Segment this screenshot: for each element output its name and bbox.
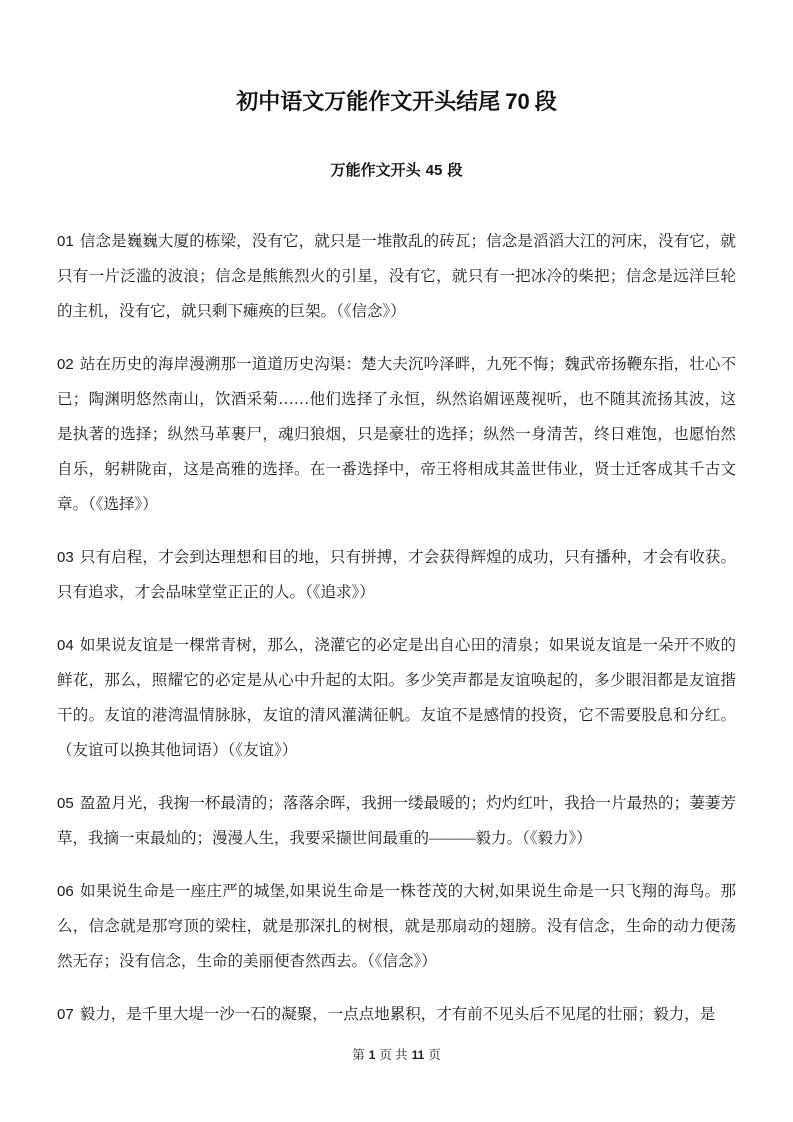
footer-label-middle: 页 共 bbox=[379, 1048, 408, 1062]
paragraph-03 bbox=[57, 540, 736, 610]
document-subtitle-number: 45 bbox=[425, 162, 443, 179]
document-subtitle bbox=[57, 160, 736, 182]
paragraph-number: 02 bbox=[57, 356, 74, 373]
paragraph-text: 站在历史的海岸漫溯那一道道历史沟渠：楚大夫沉吟泽畔，九死不悔；魏武帝扬鞭东指，壮心不已；陶渊明悠然南山，饮酒采菊……他们选择了永恒，纵然谄媚诬蔑视听，也不随其流扬其波，这是执著的选择；纵然马革裹尸，魂归狼烟，只是豪壮的选择；纵然一身清苦，终日难饱，也愿怡然自乐，躬耕陇亩，这是高雅的选择。在一番选择中，帝王将相成其盖世伟业，贤士迁客成其千古文章。（《选择》） bbox=[57, 356, 736, 513]
document-title-number: 70 bbox=[505, 89, 530, 114]
paragraph-number: 01 bbox=[57, 233, 74, 250]
paragraph-04 bbox=[57, 628, 736, 768]
paragraph-text: 毅力，是千里大堤一沙一石的凝聚，一点点地累积，才有前不见头后不见尾的壮丽；毅力，是 bbox=[79, 1006, 716, 1023]
footer-total-pages: 11 bbox=[411, 1048, 425, 1062]
paragraph-number: 04 bbox=[57, 637, 74, 654]
paragraph-05 bbox=[57, 786, 736, 856]
document-subtitle-text: 万能作文开头 bbox=[330, 163, 421, 179]
document-title bbox=[57, 0, 736, 118]
paragraph-text: 如果说生命是一座庄严的城堡,如果说生命是一株苍茂的大树,如果说生命是一只飞翔的海鸟。那么，信念就是那穹顶的梁柱，就是那深扎的树根，就是那扇动的翅膀。没有信念，生命的动力便荡然无存；没有信念，生命的美丽便杳然西去。（《信念》） bbox=[57, 883, 736, 970]
document-subtitle-suffix: 段 bbox=[447, 163, 463, 179]
paragraph-text: 如果说友谊是一棵常青树，那么，浇灌它的必定是出自心田的清泉；如果说友谊是一朵开不败的鲜花，那么，照耀它的必定是从心中升起的太阳。多少笑声都是友谊唤起的，多少眼泪都是友谊揩干的。友谊的港湾温情脉脉，友谊的清风灌满征帆。友谊不是感情的投资，它不需要股息和分红。（友谊可以换其他词语）（《友谊》） bbox=[57, 637, 736, 759]
paragraph-text: 盈盈月光，我掬一杯最清的；落落余晖，我拥一缕最暖的；灼灼红叶，我拾一片最热的；萋萋芳草，我摘一束最灿的；漫漫人生，我要采撷世间最重的———毅力。（《毅力》） bbox=[57, 795, 736, 847]
paragraph-list bbox=[57, 224, 736, 1032]
paragraph-number: 03 bbox=[57, 549, 74, 566]
paragraph-01 bbox=[57, 224, 736, 329]
document-title-text: 初中语文万能作文开头结尾 bbox=[236, 89, 501, 114]
paragraph-number: 06 bbox=[57, 883, 74, 900]
paragraph-02 bbox=[57, 347, 736, 522]
paragraph-07 bbox=[57, 997, 736, 1032]
footer-label-before: 第 bbox=[352, 1048, 365, 1062]
paragraph-06 bbox=[57, 874, 736, 979]
paragraph-text: 只有启程，才会到达理想和目的地，只有拼搏，才会获得辉煌的成功，只有播种，才会有收获。只有追求，才会品味堂堂正正的人。（《追求》） bbox=[57, 549, 736, 601]
document-title-suffix: 段 bbox=[534, 89, 557, 114]
page-footer bbox=[0, 1046, 793, 1064]
footer-label-after: 页 bbox=[428, 1048, 441, 1062]
paragraph-text: 信念是巍巍大厦的栋梁，没有它，就只是一堆散乱的砖瓦；信念是滔滔大江的河床，没有它，就只有一片泛滥的波浪；信念是熊熊烈火的引星，没有它，就只有一把冰冷的柴把；信念是远洋巨轮的主机，没有它，就只剩下瘫痪的巨架。（《信念》） bbox=[57, 233, 736, 320]
footer-current-page: 1 bbox=[368, 1048, 376, 1062]
paragraph-number: 05 bbox=[57, 795, 74, 812]
paragraph-number: 07 bbox=[57, 1006, 74, 1023]
